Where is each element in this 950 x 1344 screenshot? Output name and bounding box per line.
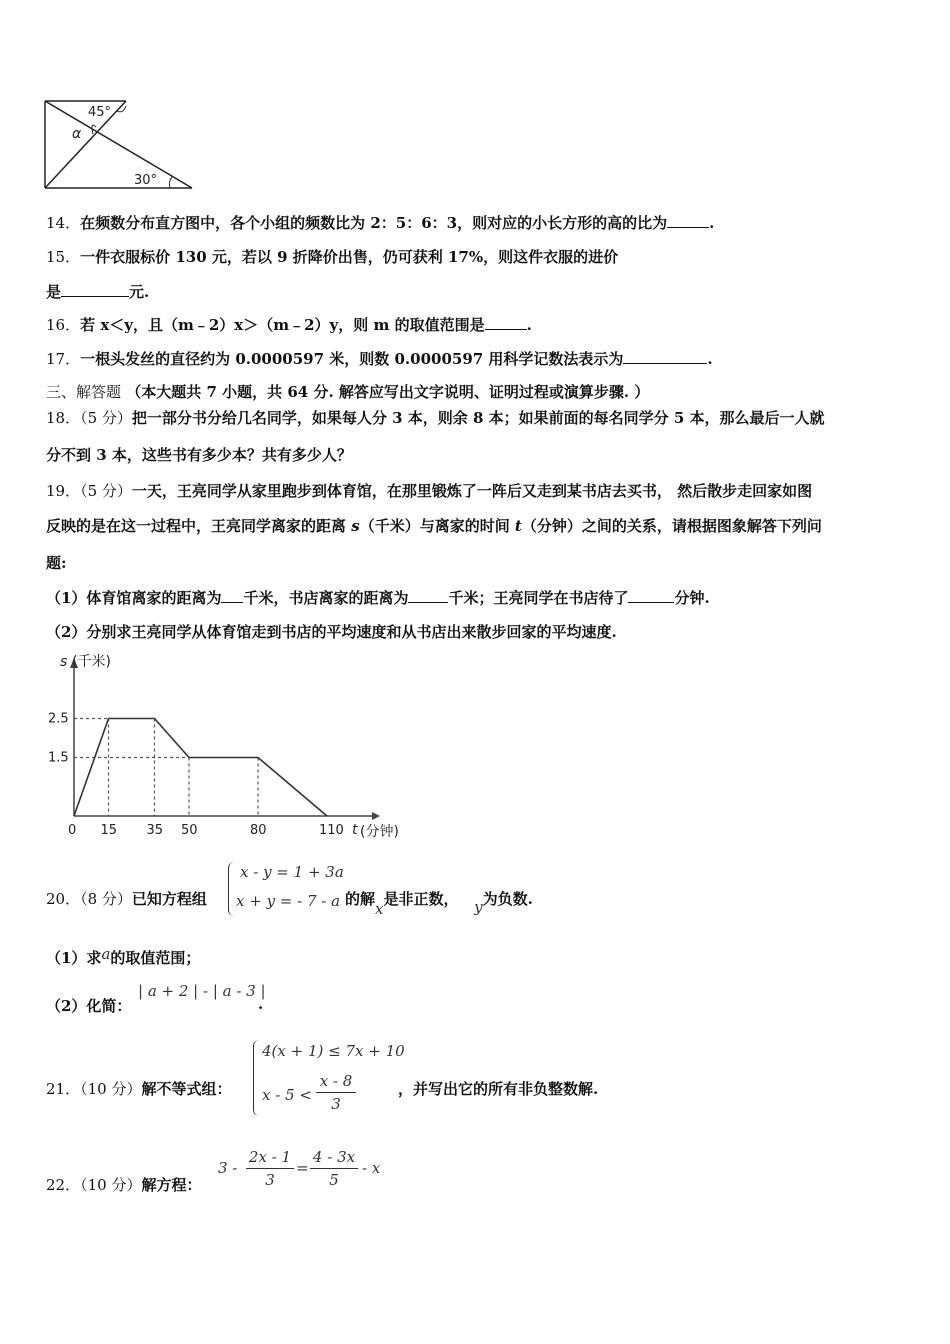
x-tick-label: 50 xyxy=(181,823,198,838)
question-20 xyxy=(46,888,207,909)
question-15 xyxy=(46,246,618,267)
variable-x: x xyxy=(375,900,384,918)
question-text: （千米）与离家的时间 xyxy=(359,517,515,535)
question-15-line2 xyxy=(46,281,149,302)
equation-lhs-constant: 3 - xyxy=(218,1159,238,1177)
inequality-system-brace xyxy=(253,1040,262,1116)
question-20-part1 xyxy=(46,947,200,968)
y-axis-unit: (千米) xyxy=(72,654,111,670)
triangle-figure xyxy=(40,96,200,192)
question-score: （5 分） xyxy=(80,409,132,427)
absolute-value-expression: | a + 2 | - | a - 3 | xyxy=(138,982,266,1000)
punct: . xyxy=(709,214,715,232)
x-tick-label: 110 xyxy=(319,823,344,838)
question-text: 是 xyxy=(46,283,62,301)
question-text: 的解 xyxy=(345,890,376,908)
question-score: （10 分） xyxy=(80,1080,142,1098)
section-description: （本大题共 7 小题，共 64 分. 解答应写出文字说明、证明过程或演算步骤. ） xyxy=(126,383,650,401)
question-number: 17． xyxy=(46,350,81,368)
question-text: 分钟. xyxy=(674,589,710,607)
question-text: 已知方程组 xyxy=(131,890,207,908)
question-text: 为负数. xyxy=(482,890,533,908)
answer-blank xyxy=(485,315,527,330)
question-number: 22． xyxy=(46,1176,81,1194)
x-tick-label: 35 xyxy=(146,823,164,838)
series-line xyxy=(74,719,327,817)
question-text: 分不到 3 本，这些书有多少本？共有多少人？ xyxy=(46,446,352,464)
question-19-line3 xyxy=(46,552,67,573)
question-text: 反映的是在这一过程中，王亮同学离家的距离 xyxy=(46,517,352,535)
answer-blank xyxy=(61,282,129,297)
equals-sign: = xyxy=(296,1159,309,1177)
variable-a: a xyxy=(101,945,111,963)
fraction-numerator: 4 - 3x xyxy=(310,1148,358,1169)
question-20-cont xyxy=(345,888,533,918)
y-tick-label: 1.5 xyxy=(48,750,69,766)
question-text: 元. xyxy=(129,283,150,301)
x-axis-unit: (分钟) xyxy=(360,824,399,840)
inequality-1: 4(x + 1) ≤ 7x + 10 xyxy=(262,1042,405,1060)
fraction-numerator: x - 8 xyxy=(316,1072,356,1093)
distance-time-chart xyxy=(40,648,420,844)
angle-30-label: 30° xyxy=(134,173,158,188)
question-text: 千米，书店离家的距离为 xyxy=(243,589,409,607)
x-tick-label: 80 xyxy=(250,823,267,838)
question-score: （8 分） xyxy=(80,890,132,908)
equation-1: x - y = 1 + 3a xyxy=(240,863,344,881)
question-19-line2 xyxy=(46,515,822,536)
question-19 xyxy=(46,480,812,501)
x-tick-label: 0 xyxy=(68,823,77,838)
x-axis-variable: t xyxy=(352,822,358,838)
question-19-part2 xyxy=(46,621,617,642)
question-number: 14． xyxy=(46,214,81,232)
answer-blank xyxy=(623,349,707,364)
punct: . xyxy=(707,350,713,368)
question-number: 20． xyxy=(46,890,81,908)
equation-2: x + y = - 7 - a xyxy=(236,892,341,910)
question-text: 题: xyxy=(46,554,67,572)
question-text: 解不等式组： xyxy=(141,1080,232,1098)
question-number: 16． xyxy=(46,316,81,334)
variable-y: y xyxy=(474,898,483,916)
question-score: （5 分） xyxy=(80,482,132,500)
question-18 xyxy=(46,407,825,428)
question-17 xyxy=(46,348,713,369)
angle-45-label: 45° xyxy=(88,105,112,120)
question-text: （1）体育馆离家的距离为 xyxy=(46,589,222,607)
fraction-numerator: 2x - 1 xyxy=(246,1148,294,1169)
question-text: （1）求 xyxy=(46,949,102,967)
question-14 xyxy=(46,212,714,233)
question-21-cont xyxy=(398,1078,598,1099)
fraction-denominator: 3 xyxy=(265,1171,275,1189)
answer-blank xyxy=(628,588,674,603)
inequality-2-fraction xyxy=(316,1072,356,1113)
inequality-2-left: x - 5 < xyxy=(262,1086,312,1104)
question-number: 21． xyxy=(46,1080,81,1098)
answer-blank xyxy=(408,588,448,603)
question-score: （10 分） xyxy=(80,1176,142,1194)
fraction-denominator: 3 xyxy=(331,1095,341,1113)
question-text: （2）分别求王亮同学从体育馆走到书店的平均速度和从书店出来散步回家的平均速度. xyxy=(46,623,617,641)
punct: . xyxy=(258,995,264,1013)
variable-s: s xyxy=(351,517,360,535)
punct: . xyxy=(526,316,532,334)
question-18-line2 xyxy=(46,444,352,465)
question-text: 若 x＜y，且（m﹣2）x＞（m﹣2）y，则 m 的取值范围是 xyxy=(80,316,485,334)
question-text: 把一部分书分给几名同学，如果每人分 3 本，则余 8 本；如果前面的每名同学分 5 本，那么最后一人就 xyxy=(131,409,825,427)
question-number: 19． xyxy=(46,482,81,500)
question-text: 一根头发丝的直径约为 0.0000597 米，则数 0.0000597 用科学记数法表示为 xyxy=(80,350,624,368)
question-text: （分钟）之间的关系，请根据图象解答下列问 xyxy=(521,517,822,535)
question-number: 15． xyxy=(46,248,81,266)
question-text: 千米；王亮同学在书店待了 xyxy=(448,589,629,607)
question-text: 解方程： xyxy=(141,1176,202,1194)
fraction-2 xyxy=(310,1148,358,1189)
x-axis-arrow xyxy=(372,812,380,820)
angle-alpha-label: α xyxy=(72,126,82,142)
fraction-denominator: 5 xyxy=(329,1171,339,1189)
question-text: 在频数分布直方图中，各个小组的频数比为 2：5：6：3，则对应的小长方形的高的比为 xyxy=(80,214,668,232)
variable-t: t xyxy=(514,517,522,535)
question-21 xyxy=(46,1078,231,1099)
question-20-part2-end xyxy=(258,995,263,1013)
question-number: 18． xyxy=(46,409,81,427)
y-axis-variable: s xyxy=(60,654,68,670)
question-text: 一件衣服标价 130 元，若以 9 折降价出售，仍可获利 17%，则这件衣服的进价 xyxy=(80,248,619,266)
section-3-heading xyxy=(46,381,649,402)
x-tick-label: 15 xyxy=(100,823,118,838)
question-text: 一天，王亮同学从家里跑步到体育馆，在那里锻炼了一阵后又走到某书店去买书， 然后散步走回家如图 xyxy=(131,482,813,500)
question-text: ，并写出它的所有非负整数解. xyxy=(398,1080,599,1098)
question-text: 的取值范围； xyxy=(110,949,201,967)
section-title: 三、解答题 xyxy=(46,383,122,401)
equation-rhs-term: - x xyxy=(362,1159,381,1177)
answer-blank xyxy=(667,213,709,228)
question-text: （2）化简： xyxy=(46,997,132,1015)
question-16 xyxy=(46,314,532,335)
question-22 xyxy=(46,1174,201,1195)
question-20-part2 xyxy=(46,995,131,1016)
question-text: 是非正数， xyxy=(383,890,459,908)
y-tick-label: 2.5 xyxy=(48,711,69,727)
answer-blank xyxy=(221,588,243,603)
question-19-part1 xyxy=(46,587,710,608)
fraction-1 xyxy=(246,1148,294,1189)
